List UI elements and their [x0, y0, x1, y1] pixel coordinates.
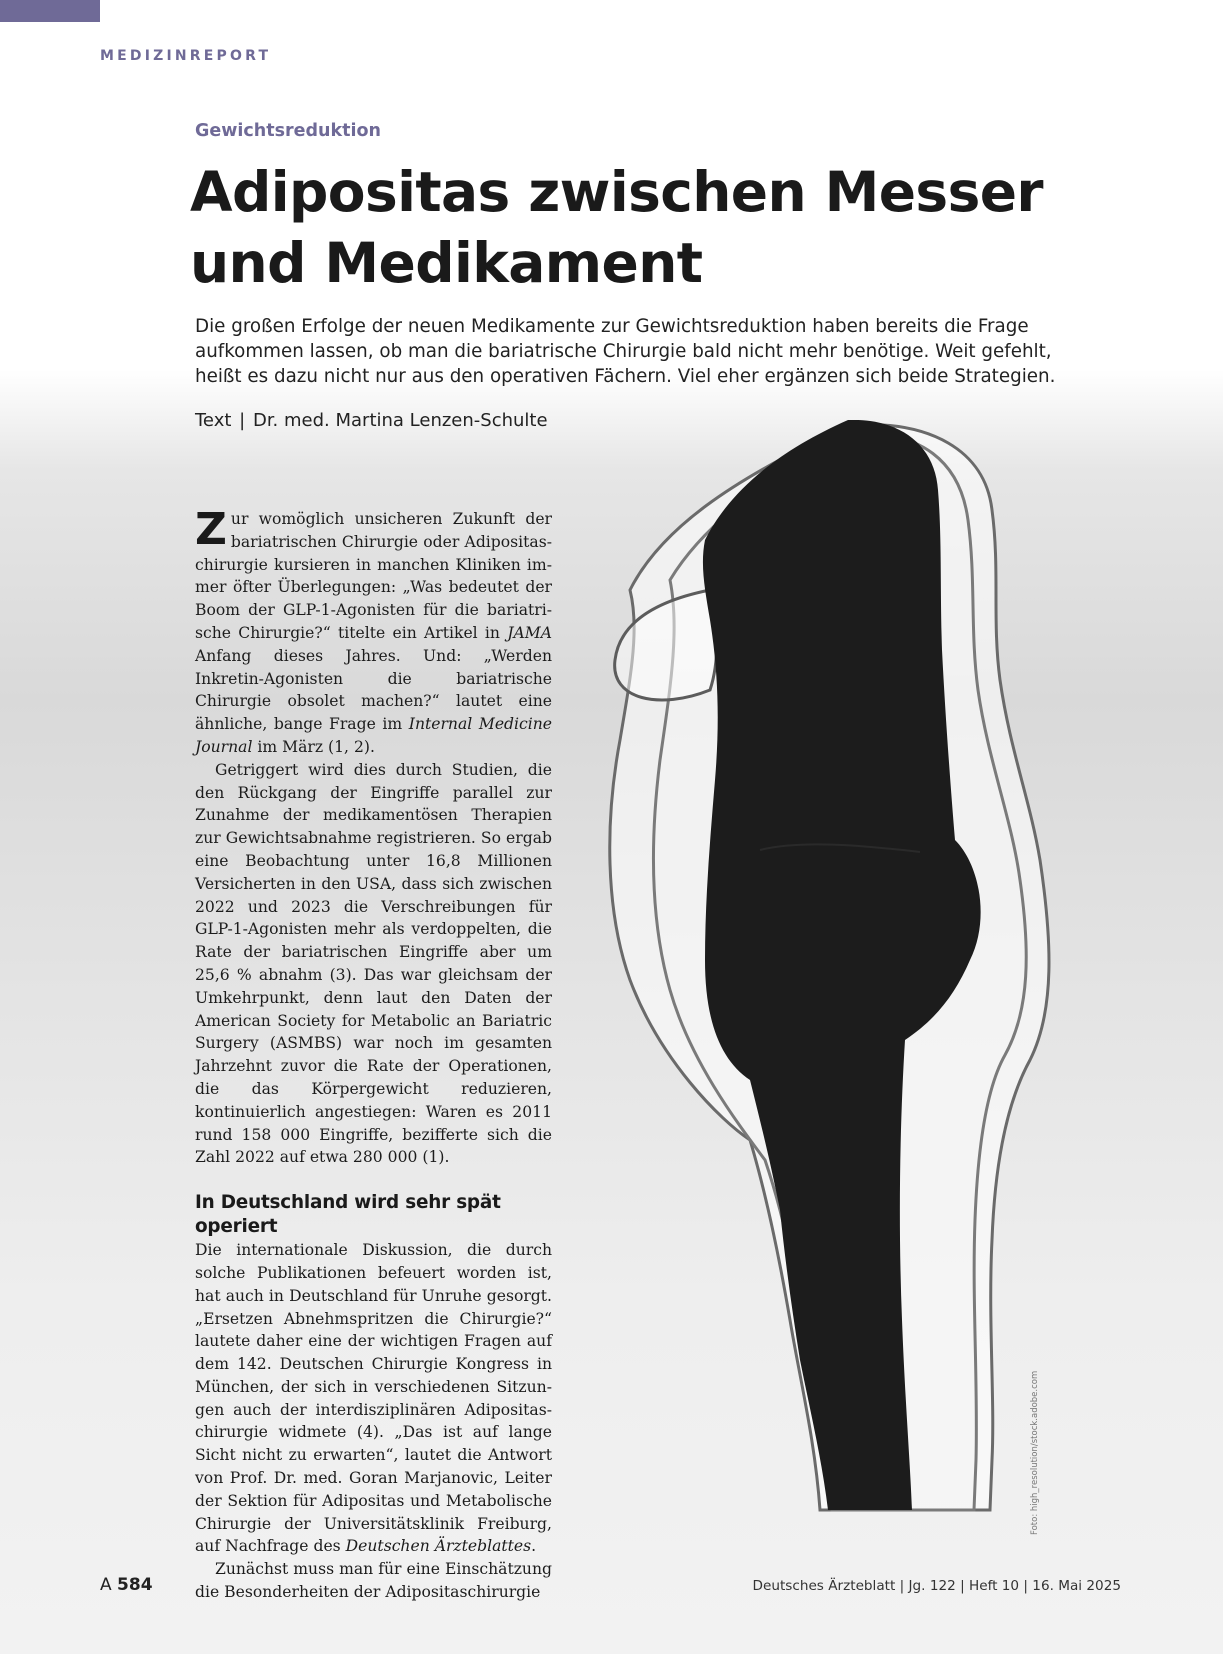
body-paragraph: Zunächst muss man für eine Einschätzung die Besonderheiten der Adipositaschirurgie [195, 1560, 552, 1602]
body-paragraph: Getriggert wird dies durch Studien, die den Rückgang der Eingriffe parallel zur Zunahme der medikamentösen Therapien zur Gewichtsabnahme registrieren. So ergab eine Beobachtung unter 16,8 Millionen Versicherten in den USA, dass sich zwischen 2022 und 2023 die Verschreibungen für GLP-1-Agonisten mehr als verdoppelten, die Rate der bariatrischen Eingriffe aber um 25,6 % abnahm (3). Das war gleichsam der Umkehrpunkt, denn laut den Daten der American Society for Metabolic an Bariatric Surgery (ASMBS) war noch im gesamten Jahrzehnt zuvor die Rate der Operationen, die das Körpergewicht reduzieren, kontinuierlich angestiegen: Waren es 2011 rund 158 000 Eingriffe, bezifferte sich die Zahl 2022 auf etwa 280 000 (1). [195, 760, 552, 1167]
body-paragraph: Zur womöglich unsicheren Zukunft der bariatrischen Chirurgie oder Adipositaschirurgie kursieren in manchen Kliniken immer öfter Überlegungen: „Was bedeutet der Boom der GLP-1-Agonisten für die bariatrische Chirurgie?“ titelte ein Artikel in JAMA Anfang dieses Jahres. Und: „Werden Inkretin-Agonisten die bariatrische Chirurgie obsolet machen?“ lautet eine ähnliche, bange Frage im Internal Medicine Journal im März (1, 2). [195, 504, 553, 756]
body-paragraph: Die internationale Diskussion, die durch solche Publikationen befeuert worden ist, hat auch in Deutschland für Unruhe gesorgt. „Ersetzen Abnehmspritzen die Chirurgie?“ lautete daher eine der wichtigen Fragen auf dem 142. Deutschen Chirurgie Kongress in München, der sich in verschiedenen Sitzungen auch der interdisziplinären Adipositaschirurgie widmete (4). „Das ist auf lange Sicht nicht zu erwarten“, lautet die Antwort von Prof. Dr. med. Goran Marjanovic, Leiter der Sektion für Adipositas und Metabolische Chirurgie der Universitätsklinik Freiburg, auf Nachfrage des Deutschen Ärzteblattes. [195, 1241, 552, 1556]
lead-line: aufkommen lassen, ob man die bariatrische Chirurgie bald nicht mehr benötige. Weit gefehlt, [195, 341, 1052, 362]
article-kicker: Gewichtsreduktion [195, 121, 381, 141]
byline [195, 410, 548, 431]
chest-contour [615, 590, 717, 700]
photo-credit: Foto: high_resolution/stock.adobe.com [1030, 1370, 1040, 1535]
page-number-value: 584 [117, 1575, 153, 1595]
journal-name: JAMA [507, 623, 552, 642]
journal-name: Deutschen Ärzteblattes [345, 1537, 532, 1556]
journal-name: Internal Medicine Journal [195, 715, 553, 756]
headline-line: Adipositas zwischen Messer [190, 160, 1043, 224]
drop-cap: Z [195, 504, 227, 555]
page-prefix: A [100, 1575, 112, 1595]
article-lead [195, 314, 1056, 389]
section-color-bar [0, 0, 100, 22]
lead-line: Die großen Erfolge der neuen Medikamente zur Gewichtsreduktion haben bereits die Frage [195, 316, 1029, 337]
lead-line: heißt es dazu nicht nur aus den operativen Fächern. Viel eher ergänzen sich beide Strategien. [195, 366, 1056, 387]
body-silhouette-illustration [600, 420, 1100, 1550]
page-number [100, 1575, 153, 1595]
headline-line: und Medikament [190, 231, 703, 295]
article-headline [190, 157, 1090, 299]
article-subheading: In Deutschland wird sehr spät operiert [195, 1192, 501, 1238]
byline-label: Text [195, 410, 232, 431]
publication-reference: Deutsches Ärzteblatt | Jg. 122 | Heft 10 | 16. Mai 2025 [752, 1578, 1121, 1594]
byline-author: Dr. med. Martina Lenzen-Schulte [252, 410, 548, 431]
article-body [195, 504, 553, 1604]
section-label: MEDIZINREPORT [100, 48, 272, 64]
byline-separator: | [239, 410, 246, 431]
